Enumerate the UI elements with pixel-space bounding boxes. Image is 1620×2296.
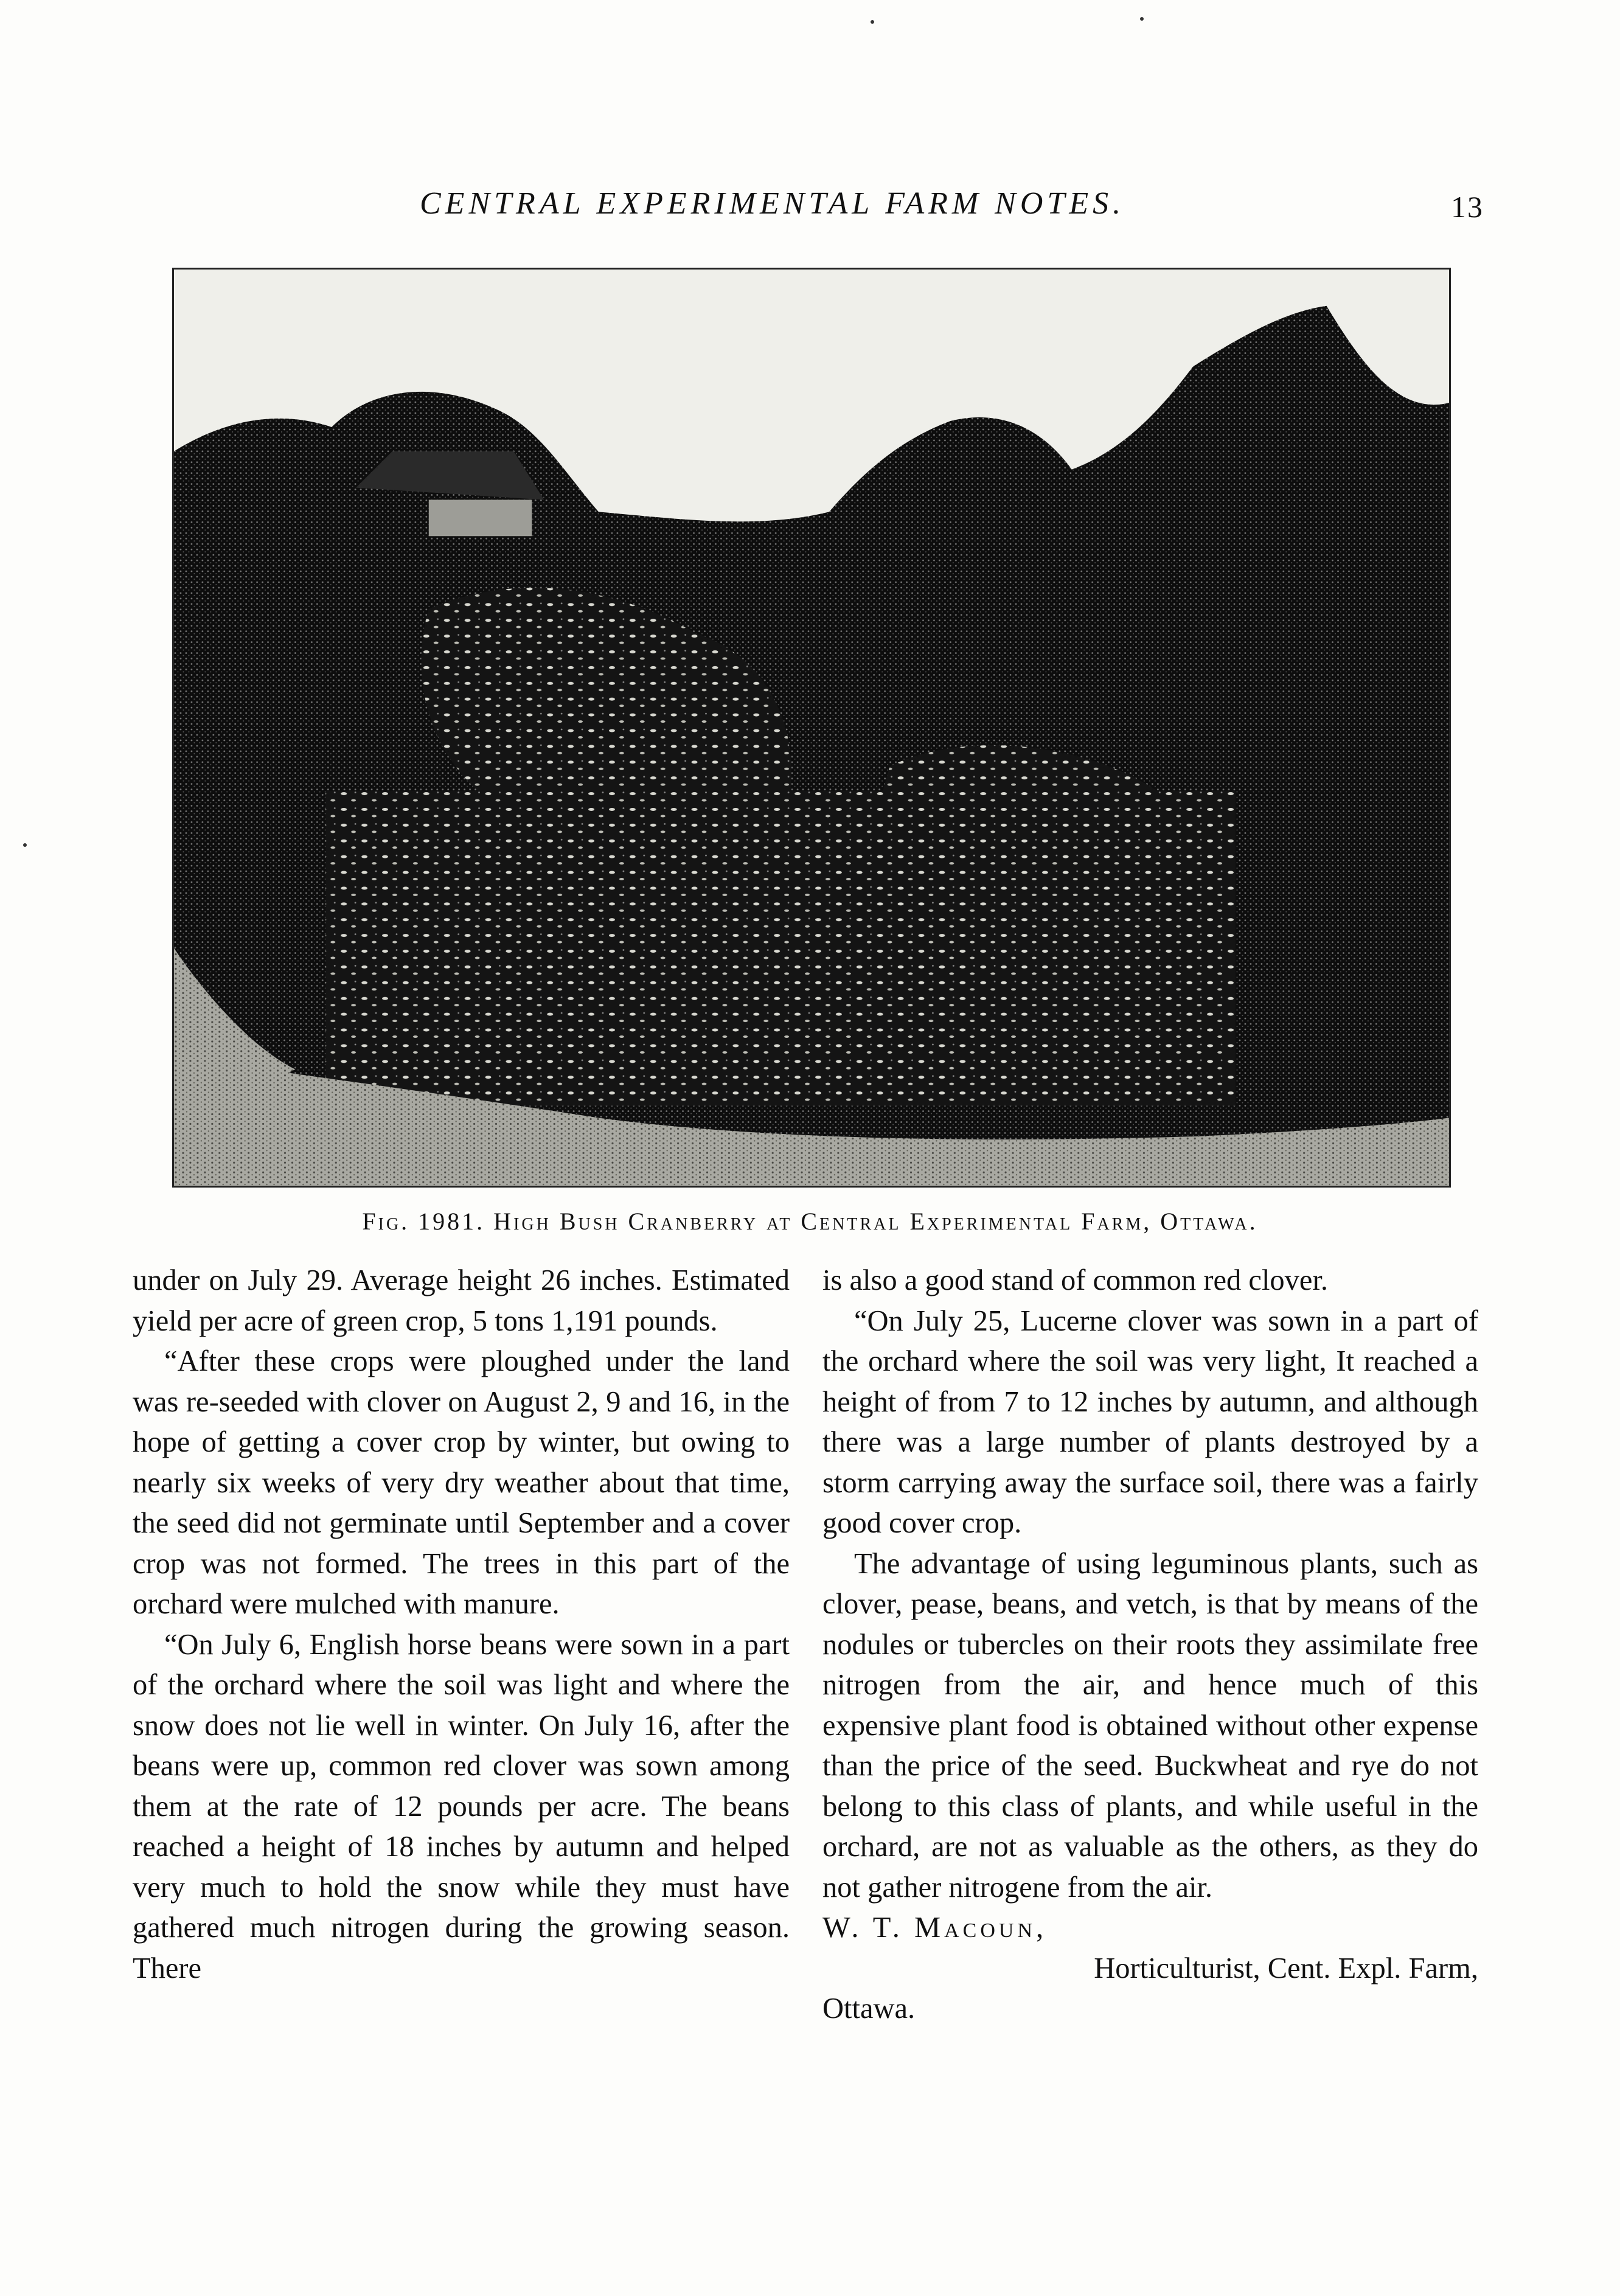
- running-title: CENTRAL EXPERIMENTAL FARM NOTES.: [420, 186, 1125, 221]
- right-paragraph-3: The advantage of using leguminous plants, such as clover, pease, beans, and vetch, is that by means of the nodules or tubercles on their roots they assimilate free nitrogen from the air, and hence much of this expensive plant food is obtained without other expense than the price of the seed. Buckwheat and rye do not belong to this class of plants, and while useful in the orchard, are not as valuable as the others, as they do not gather nitrogene from the air.: [822, 1547, 1478, 1904]
- right-paragraph-1: is also a good stand of common red clover.: [822, 1264, 1329, 1296]
- halftone-photo-illustration: [174, 270, 1449, 1186]
- author-title: Horticulturist, Cent. Expl. Farm,: [1094, 1952, 1478, 1985]
- left-paragraph-2: “After these crops were ploughed under the land was re-seeded with clover on August 2, 9 and 16, in the hope of getting a cover crop by winter, but owing to nearly six weeks of very dry weather about that time, the seed did not germinate until September and a cover crop was not formed. The trees in this part of the orchard were mulched with manure.: [133, 1345, 790, 1620]
- left-paragraph-1: under on July 29. Average height 26 inches. Estimated yield per acre of green crop, 5 tons 1,191 pounds.: [133, 1264, 790, 1337]
- cranberry-photograph: [172, 268, 1451, 1188]
- print-speck: [1140, 17, 1144, 21]
- right-paragraph-2: “On July 25, Lucerne clover was sown in a part of the orchard where the soil was very light, It reached a height of from 7 to 12 inches by autumn, and although there was a large number of plants destroyed by a storm carrying away the surface soil, there was a fairly good cover crop.: [822, 1304, 1478, 1539]
- left-paragraph-3: “On July 6, English horse beans were sown in a part of the orchard where the soil was light and where the snow does not lie well in winter. On July 16, after the beans were up, common red clover was sown among them at the rate of 12 pounds per acre. The beans reached a height of 18 inches by autumn and helped very much to hold the snow while they must have gathered much nitrogen during the growing season. There: [133, 1628, 790, 1985]
- page-header: [0, 186, 1620, 228]
- author-name: W. T. Macoun,: [822, 1912, 1048, 1944]
- page-number: 13: [1451, 190, 1484, 224]
- print-speck: [23, 843, 27, 847]
- print-speck: [871, 20, 874, 24]
- figure-caption: Fig. 1981. High Bush Cranberry at Central Experimental Farm, Ottawa.: [362, 1208, 1258, 1235]
- author-place: Ottawa.: [822, 1992, 916, 2025]
- left-text-column: [133, 1261, 790, 1989]
- right-text-column: [822, 1261, 1478, 2030]
